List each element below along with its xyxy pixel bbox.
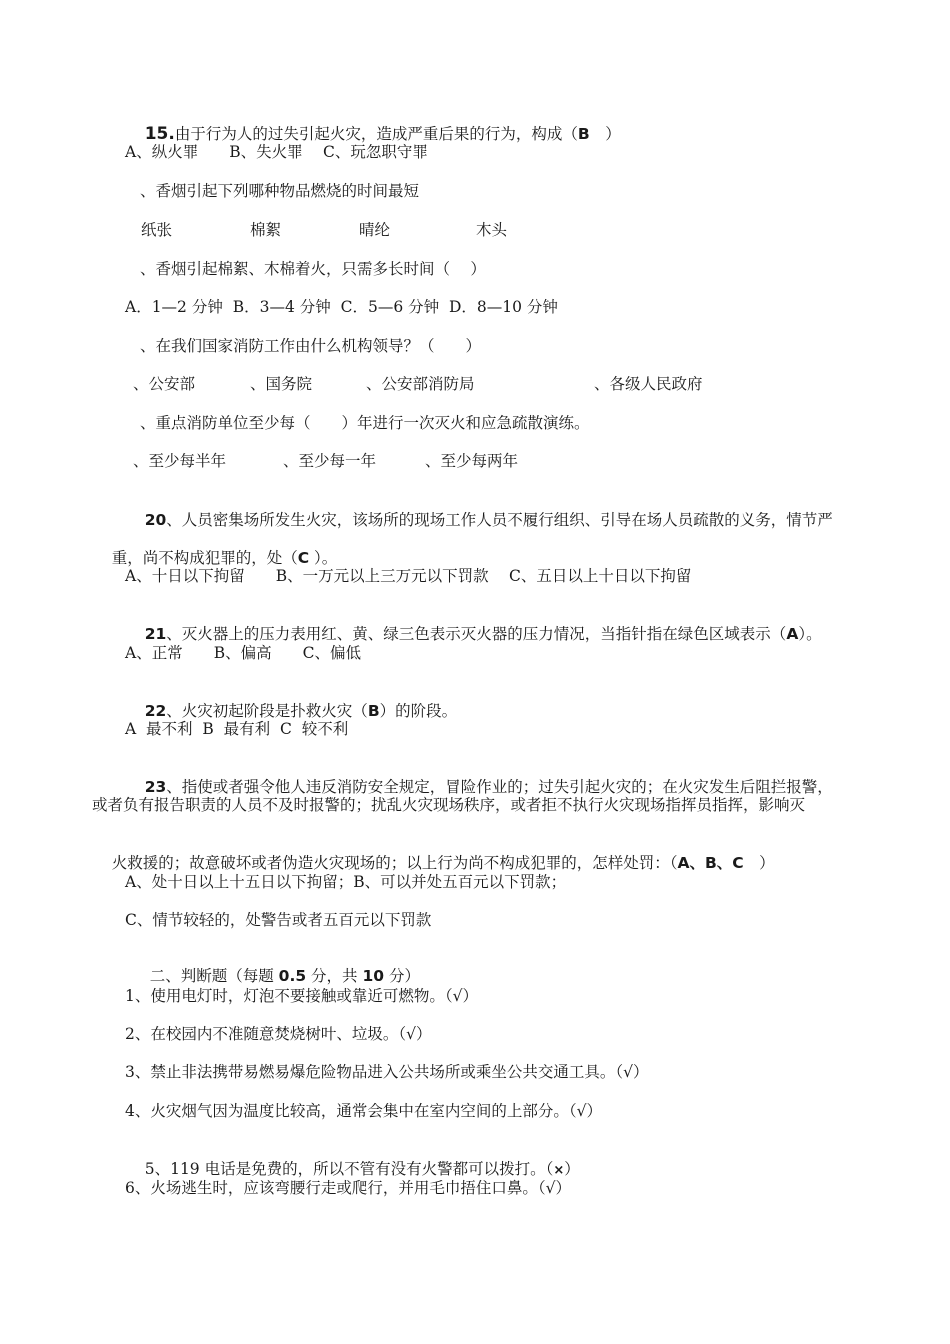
question-19: 、重点消防单位至少每（ ）年进行一次灭火和应急疏散演练。 (140, 414, 590, 432)
answer: A (786, 625, 799, 643)
question-18: 、在我们国家消防工作由什么机构领导？（ ） (140, 337, 482, 355)
question-20-cont: 重，尚不构成犯罪的，处（C ）。 (111, 549, 338, 567)
judgment-2: 2、在校园内不准随意焚烧树叶、垃圾。（√） (125, 1025, 432, 1043)
question-17: 、香烟引起棉絮、木棉着火，只需多长时间（ ） (140, 260, 486, 278)
options-22: A 最不利 B 最有利 C 较不利 (125, 720, 349, 738)
cross-mark: × (553, 1163, 565, 1178)
question-number: 20 (144, 511, 167, 529)
question-23-cont2: 火救援的；故意破坏或者伪造火灾现场的；以上行为尚不构成犯罪的，怎样处罚：（A、B、C ） (111, 854, 775, 872)
judgment-4: 4、火灾烟气因为温度比较高，通常会集中在室内空间的上部分。（√） (125, 1102, 602, 1120)
question-number: 23 (144, 778, 167, 796)
question-20: 20、人员密集场所发生火灾，该场所的现场工作人员不履行组织、引导在场人员疏散的义务，情节严 (144, 511, 833, 529)
question-number: 21 (144, 625, 167, 643)
question-23: 23、指使或者强令他人违反消防安全规定，冒险作业的；过失引起火灾的；在火灾发生后阻拦报警， (144, 778, 833, 796)
answer: B (577, 125, 590, 143)
answer: C (297, 549, 310, 567)
section-heading: 二、判断题（每题 0.5 分，共 10 分） (149, 967, 420, 985)
judgment-6: 6、火场逃生时，应该弯腰行走或爬行，并用毛巾捂住口鼻。（√） (125, 1179, 571, 1197)
question-text: 由于行为人的过失引起火灾，造成严重后果的行为，构成（ (174, 125, 578, 143)
judgment-3: 3、禁止非法携带易燃易爆危险物品进入公共场所或乘坐公共交通工具。（√） (125, 1063, 649, 1081)
answer: A、B、C (677, 854, 744, 872)
question-number: 22 (144, 702, 167, 720)
options-17: A．1—2 分钟 B．3—4 分钟 C．5—6 分钟 D．8—10 分钟 (125, 298, 558, 316)
answer: B (367, 702, 380, 720)
options-23-b: C、情节较轻的，处警告或者五百元以下罚款 (125, 911, 432, 929)
question-22: 22、火灾初起阶段是扑救火灾（B）的阶段。 (144, 702, 458, 720)
options-21: A、正常 B、偏高 C、偏低 (125, 644, 361, 662)
options-23-a: A、处十日以上十五日以下拘留；B、可以并处五百元以下罚款； (125, 873, 567, 891)
judgment-1: 1、使用电灯时，灯泡不要接触或靠近可燃物。（√） (125, 987, 478, 1005)
options-15: A、纵火罪 B、失火罪 C、玩忽职守罪 (125, 143, 428, 161)
question-21: 21、灭火器上的压力表用红、黄、绿三色表示灭火器的压力情况，当指针指在绿色区域表示（A）。 (144, 625, 822, 643)
options-20: A、十日以下拘留 B、一万元以上三万元以下罚款 C、五日以上十日以下拘留 (125, 567, 692, 585)
question-23-cont: 或者负有报告职责的人员不及时报警的；扰乱火灾现场秩序，或者拒不执行火灾现场指挥员指挥，影响灭 (92, 796, 806, 814)
judgment-5: 5、119 电话是免费的，所以不管有没有火警都可以拨打。（×） (144, 1160, 580, 1178)
question-16: 、香烟引起下列哪种物品燃烧的时间最短 (140, 182, 420, 200)
question-15: 15.由于行为人的过失引起火灾，造成严重后果的行为，构成（B ） (144, 124, 621, 144)
question-number: 15. (144, 124, 175, 144)
